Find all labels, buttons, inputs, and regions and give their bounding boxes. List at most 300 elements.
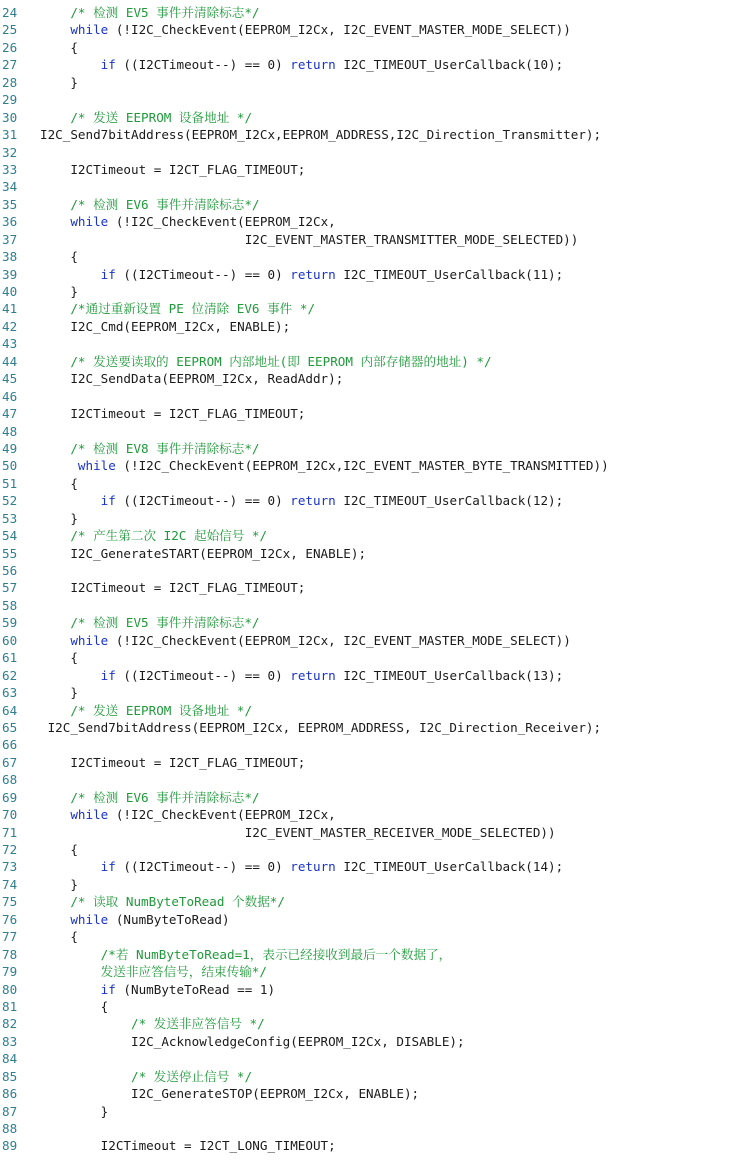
code-text bbox=[40, 876, 750, 893]
line-number: 26 bbox=[2, 39, 18, 55]
code-text bbox=[40, 754, 750, 771]
code-token bbox=[40, 947, 101, 962]
code-token bbox=[40, 633, 70, 648]
code-keyword: if bbox=[100, 981, 116, 997]
code-token bbox=[40, 1069, 131, 1084]
code-token: } bbox=[40, 685, 78, 701]
line-number: 29 bbox=[2, 92, 18, 108]
line-number: 57 bbox=[2, 580, 18, 596]
code-comment: /* 检测 EV5 事件并清除标志*/ bbox=[70, 5, 260, 20]
code-line bbox=[0, 423, 750, 440]
code-token bbox=[40, 110, 70, 125]
line-number: 25 bbox=[2, 22, 18, 38]
line-number: 89 bbox=[2, 1138, 18, 1154]
line-number: 60 bbox=[2, 632, 18, 648]
line-number: 67 bbox=[2, 754, 18, 770]
code-line bbox=[0, 457, 750, 474]
code-line bbox=[0, 1015, 750, 1032]
code-line bbox=[0, 719, 750, 736]
code-comment: /* 检测 EV6 事件并清除标志*/ bbox=[70, 789, 260, 805]
code-line bbox=[0, 213, 750, 230]
code-line bbox=[0, 981, 750, 998]
code-text bbox=[40, 510, 750, 527]
code-line bbox=[0, 283, 750, 300]
code-text bbox=[40, 1068, 750, 1085]
line-number: 47 bbox=[2, 406, 18, 422]
code-token: ((I2CTimeout--) == 0) bbox=[115, 266, 291, 282]
code-keyword: while bbox=[70, 807, 109, 823]
code-text bbox=[40, 196, 750, 213]
code-token: I2C_Send7bitAddress(EEPROM_I2Cx, EEPROM_ADDRESS, I2C_Direction_Receiver); bbox=[40, 719, 602, 735]
line-number: 32 bbox=[2, 144, 18, 160]
code-text bbox=[40, 771, 750, 788]
code-token: { bbox=[40, 998, 109, 1014]
code-token: ((I2CTimeout--) == 0) bbox=[115, 57, 291, 73]
code-token bbox=[40, 982, 101, 997]
code-line bbox=[0, 388, 750, 405]
code-token: (!I2C_CheckEvent(EEPROM_I2Cx, bbox=[108, 214, 336, 230]
line-number: 24 bbox=[2, 5, 18, 20]
code-token: I2C_TIMEOUT_UserCallback(13); bbox=[335, 667, 564, 683]
line-number: 81 bbox=[2, 998, 18, 1014]
code-text bbox=[40, 353, 750, 370]
code-text bbox=[40, 789, 750, 806]
code-token bbox=[40, 859, 101, 874]
code-keyword: return bbox=[290, 667, 336, 683]
code-token: I2C_Send7bitAddress(EEPROM_I2Cx,EEPROM_ADDRESS,I2C_Direction_Transmitter); bbox=[40, 127, 602, 143]
code-line bbox=[0, 858, 750, 875]
code-line bbox=[0, 440, 750, 457]
code-text bbox=[40, 614, 750, 631]
code-token: { bbox=[40, 842, 78, 857]
code-token: I2C_TIMEOUT_UserCallback(14); bbox=[335, 859, 564, 875]
code-keyword: return bbox=[290, 266, 336, 282]
line-number: 86 bbox=[2, 1086, 18, 1102]
line-number: 69 bbox=[2, 789, 18, 805]
line-number: 85 bbox=[2, 1068, 18, 1084]
code-line bbox=[0, 527, 750, 544]
code-line bbox=[0, 1033, 750, 1050]
code-text bbox=[40, 597, 750, 614]
code-line bbox=[0, 178, 750, 195]
code-text bbox=[40, 649, 750, 666]
code-line bbox=[0, 579, 750, 596]
line-number: 82 bbox=[2, 1016, 18, 1032]
code-line bbox=[0, 806, 750, 823]
code-text bbox=[40, 736, 750, 753]
code-token bbox=[40, 5, 70, 20]
code-token: I2C_TIMEOUT_UserCallback(10); bbox=[335, 57, 564, 73]
code-text bbox=[40, 39, 750, 56]
code-line bbox=[0, 1085, 750, 1102]
line-number: 35 bbox=[2, 196, 18, 212]
code-line bbox=[0, 405, 750, 422]
code-text bbox=[40, 911, 750, 928]
code-text bbox=[40, 161, 750, 178]
code-text bbox=[40, 1050, 750, 1067]
code-line bbox=[0, 963, 750, 980]
line-number: 52 bbox=[2, 493, 18, 509]
code-line bbox=[0, 56, 750, 73]
line-number: 84 bbox=[2, 1051, 18, 1067]
code-token: ((I2CTimeout--) == 0) bbox=[115, 667, 291, 683]
code-text bbox=[40, 213, 750, 230]
line-number: 39 bbox=[2, 266, 18, 282]
line-number: 68 bbox=[2, 772, 18, 788]
code-comment: /* 发送停止信号 */ bbox=[131, 1068, 253, 1084]
line-number: 56 bbox=[2, 563, 18, 578]
code-token: I2C_SendData(EEPROM_I2Cx, ReadAddr); bbox=[40, 371, 344, 387]
code-line bbox=[0, 545, 750, 562]
code-line bbox=[0, 1120, 750, 1137]
code-token: I2C_GenerateSTOP(EEPROM_I2Cx, ENABLE); bbox=[40, 1086, 420, 1102]
code-line bbox=[0, 231, 750, 248]
line-number: 37 bbox=[2, 231, 18, 247]
code-token: I2C_Cmd(EEPROM_I2Cx, ENABLE); bbox=[40, 318, 291, 334]
code-line bbox=[0, 667, 750, 684]
code-token: } bbox=[40, 284, 78, 299]
code-token bbox=[40, 458, 78, 473]
code-keyword: while bbox=[70, 632, 109, 648]
code-line bbox=[0, 161, 750, 178]
code-text bbox=[40, 388, 750, 405]
line-number: 33 bbox=[2, 161, 18, 177]
code-line bbox=[0, 562, 750, 579]
line-number: 45 bbox=[2, 371, 18, 387]
code-comment: /* 检测 EV5 事件并清除标志*/ bbox=[70, 615, 260, 631]
code-text bbox=[40, 579, 750, 596]
code-text bbox=[40, 266, 750, 283]
code-token: (!I2C_CheckEvent(EEPROM_I2Cx, I2C_EVENT_MASTER_MODE_SELECT)) bbox=[108, 22, 571, 38]
code-keyword: while bbox=[70, 22, 109, 38]
code-text bbox=[40, 893, 750, 910]
line-number: 64 bbox=[2, 702, 18, 718]
line-number: 71 bbox=[2, 824, 18, 840]
code-token bbox=[40, 668, 101, 683]
code-token bbox=[40, 197, 70, 212]
line-number: 63 bbox=[2, 685, 18, 701]
code-token bbox=[40, 267, 101, 282]
code-line bbox=[0, 841, 750, 858]
code-line bbox=[0, 335, 750, 352]
code-token: I2C_AcknowledgeConfig(EEPROM_I2Cx, DISABLE); bbox=[40, 1033, 465, 1049]
code-line bbox=[0, 370, 750, 387]
line-number: 83 bbox=[2, 1033, 18, 1049]
code-text bbox=[40, 963, 750, 980]
line-number: 46 bbox=[2, 388, 18, 404]
line-number: 54 bbox=[2, 528, 18, 544]
code-keyword: if bbox=[100, 859, 116, 875]
code-token bbox=[40, 528, 70, 543]
code-text bbox=[40, 545, 750, 562]
code-line bbox=[0, 74, 750, 91]
line-number: 41 bbox=[2, 301, 18, 317]
code-line bbox=[0, 266, 750, 283]
code-text bbox=[40, 1033, 750, 1050]
code-text bbox=[40, 527, 750, 544]
code-line bbox=[0, 4, 750, 21]
code-token: I2CTimeout = I2CT_FLAG_TIMEOUT; bbox=[40, 161, 306, 177]
code-line bbox=[0, 614, 750, 631]
code-line bbox=[0, 196, 750, 213]
code-text bbox=[40, 126, 750, 143]
code-text bbox=[40, 91, 750, 108]
line-number: 87 bbox=[2, 1103, 18, 1119]
code-line bbox=[0, 318, 750, 335]
line-number: 77 bbox=[2, 929, 18, 945]
line-number: 58 bbox=[2, 597, 18, 613]
code-comment: /* 检测 EV8 事件并清除标志*/ bbox=[70, 440, 260, 456]
code-token bbox=[40, 301, 70, 316]
code-text bbox=[40, 928, 750, 945]
code-text bbox=[40, 4, 750, 21]
line-number: 48 bbox=[2, 423, 18, 439]
line-number: 44 bbox=[2, 353, 18, 369]
code-token bbox=[40, 493, 101, 508]
line-number: 51 bbox=[2, 475, 18, 491]
code-line bbox=[0, 649, 750, 666]
code-line bbox=[0, 771, 750, 788]
code-line bbox=[0, 510, 750, 527]
code-text bbox=[40, 806, 750, 823]
code-keyword: if bbox=[100, 493, 116, 509]
code-token: I2CTimeout = I2CT_LONG_TIMEOUT; bbox=[40, 1138, 336, 1154]
code-comment: /* 检测 EV6 事件并清除标志*/ bbox=[70, 196, 260, 212]
code-token: (!I2C_CheckEvent(EEPROM_I2Cx, I2C_EVENT_MASTER_MODE_SELECT)) bbox=[108, 632, 571, 648]
code-comment: /* 发送 EEPROM 设备地址 */ bbox=[70, 109, 253, 125]
code-token bbox=[40, 354, 70, 369]
code-text bbox=[40, 1103, 750, 1120]
line-number: 28 bbox=[2, 74, 18, 90]
code-line bbox=[0, 300, 750, 317]
code-text bbox=[40, 335, 750, 352]
line-number: 53 bbox=[2, 510, 18, 526]
code-token: } bbox=[40, 876, 78, 892]
code-token: { bbox=[40, 475, 78, 491]
line-number: 66 bbox=[2, 737, 18, 753]
code-text bbox=[40, 370, 750, 387]
code-keyword: return bbox=[290, 493, 336, 509]
code-text bbox=[40, 74, 750, 91]
code-text bbox=[40, 946, 750, 963]
code-text bbox=[40, 562, 750, 579]
code-token: { bbox=[40, 249, 78, 265]
code-text bbox=[40, 231, 750, 248]
code-text bbox=[40, 1015, 750, 1032]
code-keyword: while bbox=[70, 214, 109, 230]
code-keyword: while bbox=[70, 911, 109, 927]
line-number: 42 bbox=[2, 318, 18, 334]
line-number: 43 bbox=[2, 336, 18, 352]
line-number: 79 bbox=[2, 964, 18, 980]
code-token: { bbox=[40, 929, 78, 945]
code-line bbox=[0, 248, 750, 265]
line-number: 55 bbox=[2, 545, 18, 561]
code-line bbox=[0, 109, 750, 126]
code-line bbox=[0, 1137, 750, 1154]
code-line bbox=[0, 876, 750, 893]
code-line bbox=[0, 144, 750, 161]
code-line bbox=[0, 126, 750, 143]
code-token: I2CTimeout = I2CT_FLAG_TIMEOUT; bbox=[40, 754, 306, 770]
code-token: I2C_TIMEOUT_UserCallback(11); bbox=[335, 266, 564, 282]
code-line bbox=[0, 1050, 750, 1067]
code-line bbox=[0, 736, 750, 753]
code-text bbox=[40, 1085, 750, 1102]
code-text bbox=[40, 684, 750, 701]
code-token bbox=[40, 1016, 131, 1031]
line-number: 49 bbox=[2, 440, 18, 456]
code-token: } bbox=[40, 1103, 109, 1119]
code-token: (!I2C_CheckEvent(EEPROM_I2Cx,I2C_EVENT_MASTER_BYTE_TRANSMITTED)) bbox=[115, 458, 609, 474]
code-comment: /*通过重新设置 PE 位清除 EV6 事件 */ bbox=[70, 301, 316, 317]
code-text bbox=[40, 998, 750, 1015]
line-number: 72 bbox=[2, 842, 18, 857]
line-number: 40 bbox=[2, 284, 18, 299]
code-comment: /* 发送 EEPROM 设备地址 */ bbox=[70, 702, 253, 718]
code-token bbox=[40, 22, 70, 37]
code-token bbox=[40, 964, 101, 979]
code-line bbox=[0, 475, 750, 492]
line-number: 62 bbox=[2, 667, 18, 683]
code-token bbox=[40, 807, 70, 822]
line-number: 76 bbox=[2, 911, 18, 927]
code-comment: /* 发送要读取的 EEPROM 内部地址(即 EEPROM 内部存储器的地址) */ bbox=[70, 353, 492, 369]
code-line bbox=[0, 893, 750, 910]
code-line bbox=[0, 632, 750, 649]
code-line bbox=[0, 998, 750, 1015]
code-text bbox=[40, 318, 750, 335]
line-number: 36 bbox=[2, 214, 18, 230]
code-text bbox=[40, 702, 750, 719]
code-text bbox=[40, 858, 750, 875]
code-token: (NumByteToRead == 1) bbox=[115, 981, 276, 997]
line-number: 50 bbox=[2, 458, 18, 474]
code-token: (!I2C_CheckEvent(EEPROM_I2Cx, bbox=[108, 807, 336, 823]
code-text bbox=[40, 440, 750, 457]
code-token bbox=[40, 57, 101, 72]
code-line bbox=[0, 1103, 750, 1120]
line-number: 73 bbox=[2, 859, 18, 875]
code-text bbox=[40, 981, 750, 998]
code-token bbox=[40, 790, 70, 805]
code-token: ((I2CTimeout--) == 0) bbox=[115, 859, 291, 875]
line-number: 38 bbox=[2, 249, 18, 265]
code-keyword: if bbox=[100, 57, 116, 73]
code-line bbox=[0, 789, 750, 806]
code-token bbox=[40, 441, 70, 456]
line-number: 30 bbox=[2, 109, 18, 125]
code-line bbox=[0, 91, 750, 108]
code-text bbox=[40, 248, 750, 265]
code-keyword: return bbox=[290, 57, 336, 73]
code-keyword: if bbox=[100, 667, 116, 683]
line-number: 61 bbox=[2, 650, 18, 666]
code-keyword: return bbox=[290, 859, 336, 875]
code-text bbox=[40, 492, 750, 509]
code-line bbox=[0, 1068, 750, 1085]
code-comment: /* 读取 NumByteToRead 个数据*/ bbox=[70, 894, 285, 910]
line-number: 65 bbox=[2, 719, 18, 735]
code-token: { bbox=[40, 650, 78, 666]
code-text bbox=[40, 667, 750, 684]
code-line bbox=[0, 946, 750, 963]
code-token: { bbox=[40, 39, 78, 55]
line-number: 78 bbox=[2, 946, 18, 962]
code-text bbox=[40, 56, 750, 73]
line-number: 59 bbox=[2, 615, 18, 631]
code-keyword: while bbox=[77, 458, 116, 474]
code-token: I2C_EVENT_MASTER_RECEIVER_MODE_SELECTED)) bbox=[40, 824, 556, 840]
code-token bbox=[40, 214, 70, 229]
code-text bbox=[40, 178, 750, 195]
code-token: I2CTimeout = I2CT_FLAG_TIMEOUT; bbox=[40, 580, 306, 596]
code-token: } bbox=[40, 510, 78, 526]
line-number: 31 bbox=[2, 127, 18, 143]
code-text bbox=[40, 457, 750, 474]
code-text bbox=[40, 300, 750, 317]
code-text bbox=[40, 21, 750, 38]
code-line bbox=[0, 21, 750, 38]
code-text bbox=[40, 423, 750, 440]
code-token: ((I2CTimeout--) == 0) bbox=[115, 493, 291, 509]
line-number: 88 bbox=[2, 1121, 18, 1136]
line-number: 27 bbox=[2, 57, 18, 73]
code-line bbox=[0, 39, 750, 56]
code-text bbox=[40, 824, 750, 841]
code-keyword: if bbox=[100, 266, 116, 282]
code-text bbox=[40, 1120, 750, 1137]
code-line bbox=[0, 824, 750, 841]
code-text bbox=[40, 283, 750, 300]
code-text bbox=[40, 841, 750, 858]
code-line bbox=[0, 928, 750, 945]
code-token: I2C_EVENT_MASTER_TRANSMITTER_MODE_SELECTED)) bbox=[40, 231, 579, 247]
code-line bbox=[0, 911, 750, 928]
code-line bbox=[0, 684, 750, 701]
code-comment: /* 产生第二次 I2C 起始信号 */ bbox=[70, 528, 268, 544]
code-line bbox=[0, 492, 750, 509]
code-comment: /* 发送非应答信号 */ bbox=[131, 1016, 265, 1032]
code-token: (NumByteToRead) bbox=[108, 911, 230, 927]
code-text bbox=[40, 144, 750, 161]
line-number: 75 bbox=[2, 894, 18, 910]
code-comment: /*若 NumByteToRead=1，表示已经接收到最后一个数据了， bbox=[100, 946, 452, 962]
line-number: 80 bbox=[2, 981, 18, 997]
code-token: I2CTimeout = I2CT_FLAG_TIMEOUT; bbox=[40, 406, 306, 422]
code-text bbox=[40, 405, 750, 422]
code-line bbox=[0, 754, 750, 771]
code-line bbox=[0, 597, 750, 614]
code-text bbox=[40, 632, 750, 649]
code-line bbox=[0, 702, 750, 719]
code-text bbox=[40, 475, 750, 492]
code-comment: 发送非应答信号，结束传输*/ bbox=[100, 964, 267, 980]
code-token bbox=[40, 703, 70, 718]
code-token: I2C_GenerateSTART(EEPROM_I2Cx, ENABLE); bbox=[40, 545, 367, 561]
code-token bbox=[40, 615, 70, 630]
code-text bbox=[40, 109, 750, 126]
code-line bbox=[0, 353, 750, 370]
line-number: 70 bbox=[2, 807, 18, 823]
code-text bbox=[40, 719, 750, 736]
line-number: 74 bbox=[2, 876, 18, 892]
code-token: I2C_TIMEOUT_UserCallback(12); bbox=[335, 493, 564, 509]
code-token bbox=[40, 912, 70, 927]
code-token: } bbox=[40, 74, 78, 90]
code-token bbox=[40, 894, 70, 909]
code-text bbox=[40, 1137, 750, 1154]
